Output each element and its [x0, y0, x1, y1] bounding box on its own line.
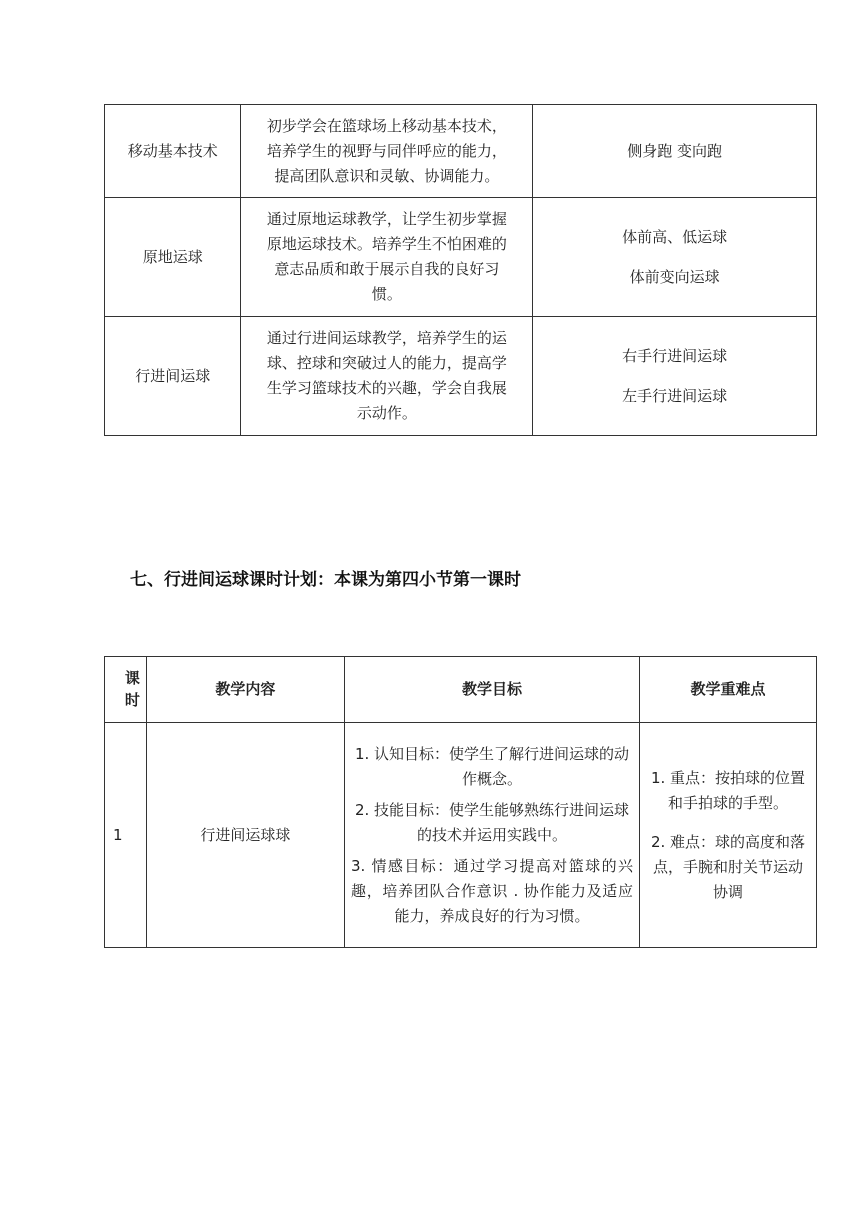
section-title: 七、行进间运球课时计划：本课为第四小节第一课时	[130, 570, 521, 590]
goal-item: 2. 技能目标：使学生能够熟练行进间运球的技术并运用实践中。	[354, 800, 630, 844]
skill-drills	[533, 198, 817, 317]
skill-drills	[533, 317, 817, 436]
goal-line: 意志品质和敢于展示自我的良好习	[274, 260, 500, 278]
keypoints-cell	[640, 723, 817, 948]
header-period-label: 课时	[124, 668, 140, 709]
skill-drills	[533, 105, 817, 198]
skill-name: 行进间运球	[105, 317, 241, 436]
table-header-row	[105, 657, 817, 723]
header-content: 教学内容	[146, 657, 344, 723]
drill-line: 右手行进间运球	[622, 347, 728, 365]
table-row	[105, 723, 817, 948]
skill-goal	[241, 198, 533, 317]
goal-line: 通过原地运球教学，让学生初步掌握	[266, 210, 507, 228]
lesson-plan-table	[104, 656, 817, 948]
period-cell: 1	[105, 723, 147, 948]
keypoint-item: 2. 难点：球的高度和落点，手腕和肘关节运动协调	[650, 832, 806, 901]
skill-goal	[241, 317, 533, 436]
drill-line: 左手行进间运球	[622, 387, 728, 405]
keypoint-item: 1. 重点：按拍球的位置和手拍球的手型。	[650, 768, 806, 812]
goals-cell	[344, 723, 639, 948]
drill-line: 侧身跑 变向跑	[627, 142, 722, 160]
header-goals: 教学目标	[344, 657, 639, 723]
goal-line: 惯。	[371, 285, 402, 303]
table-row	[105, 198, 817, 317]
goal-line: 提高团队意识和灵敏、协调能力。	[274, 166, 500, 185]
header-period	[105, 657, 147, 723]
goal-line: 原地运球技术。培养学生不怕困难的	[266, 235, 507, 253]
goal-line: 球、控球和突破过人的能力，提高学	[266, 354, 507, 372]
skill-name: 移动基本技术	[105, 105, 241, 198]
goal-line: 生学习篮球技术的兴趣，学会自我展	[266, 379, 507, 397]
drill-line: 体前高、低运球	[622, 228, 728, 246]
table-row	[105, 317, 817, 436]
goal-item: 1. 认知目标：使学生了解行进间运球的动作概念。	[354, 744, 630, 788]
skill-goal	[241, 105, 533, 198]
table-row	[105, 105, 817, 198]
goal-line: 示动作。	[356, 404, 417, 422]
header-keypoints: 教学重难点	[640, 657, 817, 723]
goal-line: 培养学生的视野与同伴呼应的能力，	[266, 141, 507, 160]
drill-line: 体前变向运球	[629, 268, 720, 286]
goal-line: 通过行进间运球教学，培养学生的运	[266, 329, 507, 347]
goal-item: 3. 情感目标：通过学习提高对篮球的兴趣，培养团队合作意识 . 协作能力及适应能力，养成良好的行为习惯。	[350, 856, 634, 925]
skill-name: 原地运球	[105, 198, 241, 317]
content-cell: 行进间运球球	[146, 723, 344, 948]
goal-line: 初步学会在篮球场上移动基本技术，	[266, 116, 507, 135]
skills-table	[104, 104, 817, 436]
